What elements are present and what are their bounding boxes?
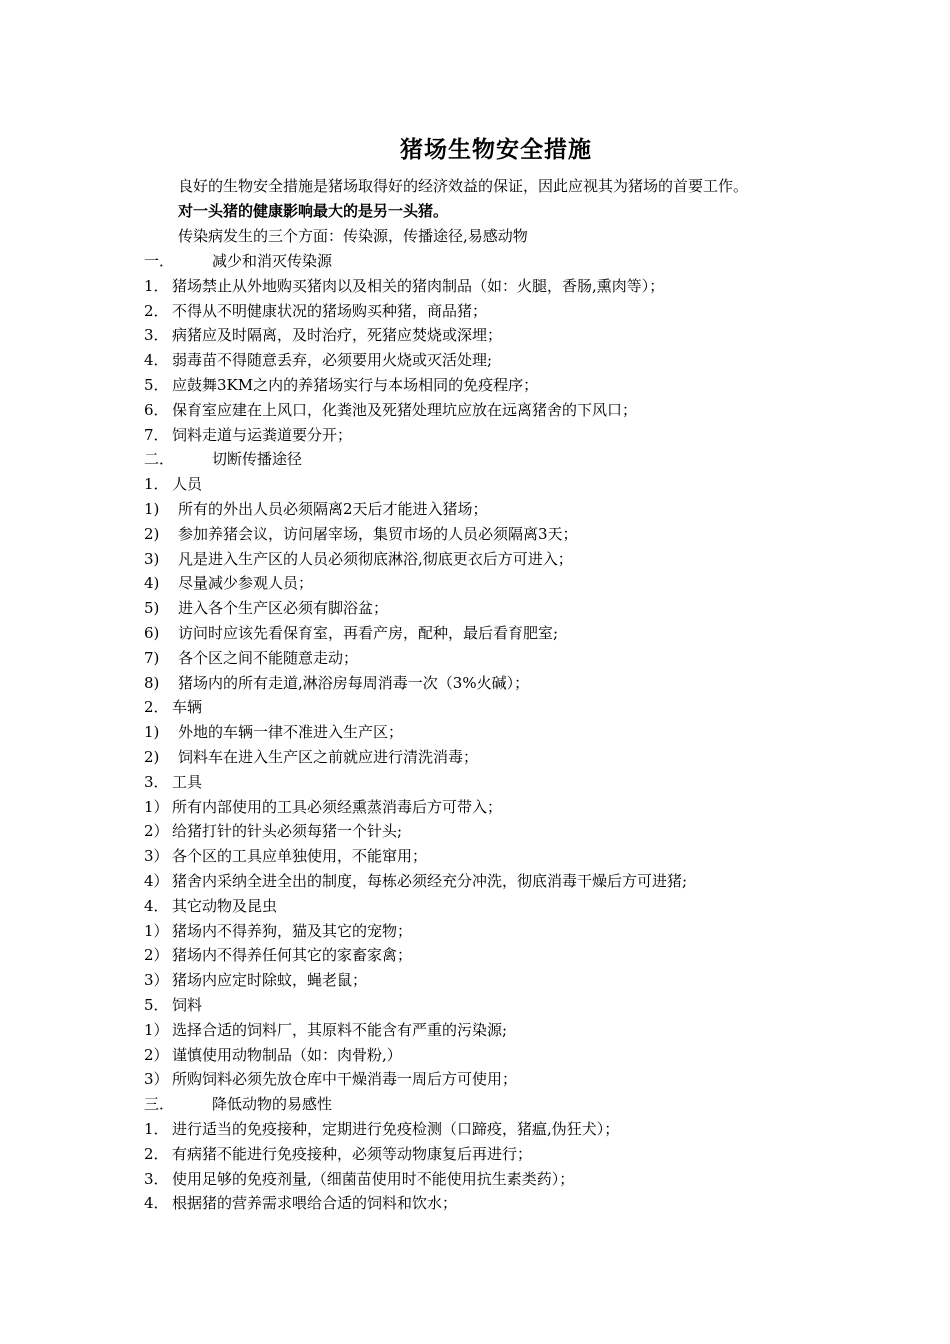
item-text: 所购饲料必须先放仓库中干燥消毒一周后方可使用； <box>172 1070 518 1089</box>
numbered-item <box>144 299 487 324</box>
item-number: 3． <box>144 772 169 791</box>
intro-bold-statement: 对一头猪的健康影响最大的是另一头猪。 <box>178 202 449 220</box>
numbered-item <box>144 274 664 299</box>
numbered-item <box>144 348 492 373</box>
item-text: 尽量减少参观人员； <box>178 574 314 593</box>
item-number: 1) <box>144 500 160 518</box>
sub-item <box>144 571 313 596</box>
numbered-item <box>144 1167 574 1192</box>
section-heading <box>144 249 332 274</box>
item-number: 1． <box>144 475 169 494</box>
item-text: 弱毒苗不得随意丢弃，必须要用火烧或灭活处理; <box>172 351 493 370</box>
item-text: 不得从不明健康状况的猪场购买种猪，商品猪； <box>172 301 488 320</box>
item-number: 三． <box>144 1095 175 1114</box>
intro-transmission-factors: 传染病发生的三个方面：传染源，传播途径,易感动物 <box>178 227 528 245</box>
sub-item <box>144 720 403 745</box>
item-text: 各个区之间不能随意走动； <box>178 648 359 667</box>
item-number: 1） <box>144 921 169 940</box>
item-text: 有病猪不能进行免疫接种，必须等动物康复后再进行； <box>172 1144 533 1163</box>
sub-item <box>144 646 358 671</box>
item-number: 7． <box>144 425 169 444</box>
numbered-item <box>144 1117 619 1142</box>
item-number: 2) <box>144 524 160 543</box>
item-number: 3） <box>144 847 169 866</box>
sub-item <box>144 1067 517 1092</box>
item-text: 进入各个生产区必须有脚浴盆； <box>178 599 389 618</box>
numbered-item <box>144 472 202 497</box>
item-number: 1． <box>144 276 169 295</box>
numbered-item <box>144 1191 457 1216</box>
item-text: 切断传播途径 <box>212 450 303 469</box>
item-number: 2） <box>144 822 169 841</box>
item-number: 5) <box>144 599 160 618</box>
section-heading <box>144 447 302 472</box>
sub-item <box>144 497 488 522</box>
item-number: 6) <box>144 624 160 642</box>
item-text: 参加养猪会议，访问屠宰场，集贸市场的人员必须隔离3天； <box>178 524 578 543</box>
item-number: 3） <box>144 971 169 990</box>
item-text: 选择合适的饲料厂，其原料不能含有严重的污染源; <box>172 1020 508 1039</box>
item-text: 保育室应建在上风口，化粪池及死猪处理坑应放在远离猪舍的下风口； <box>172 400 638 419</box>
sub-item <box>144 795 502 820</box>
item-text: 减少和消灭传染源 <box>212 252 333 270</box>
item-text: 根据猪的营养需求喂给合适的饲料和饮水； <box>172 1194 458 1213</box>
item-text: 其它动物及昆虫 <box>172 896 278 915</box>
item-text: 谨慎使用动物制品（如：肉骨粉,） <box>172 1045 402 1064</box>
item-number: 1) <box>144 723 160 742</box>
intro-paragraph: 良好的生物安全措施是猪场取得好的经济效益的保证，因此应视其为猪场的首要工作。 <box>178 177 749 195</box>
item-text: 病猪应及时隔离，及时治疗，死猪应焚烧或深埋； <box>172 326 503 345</box>
numbered-item <box>144 398 637 423</box>
item-number: 3） <box>144 1070 169 1089</box>
sub-item <box>144 968 367 993</box>
item-text: 猪场内不得养任何其它的家畜家禽； <box>172 946 413 965</box>
numbered-item <box>144 993 202 1018</box>
item-number: 5． <box>144 996 169 1014</box>
item-number: 2） <box>144 1045 169 1064</box>
sub-item <box>144 943 412 968</box>
item-number: 4） <box>144 872 169 890</box>
item-text: 各个区的工具应单独使用，不能窜用； <box>172 847 428 866</box>
item-text: 所有的外出人员必须隔离2天后才能进入猪场； <box>178 500 488 518</box>
sub-item <box>144 671 529 696</box>
item-text: 猪场内不得养狗，猫及其它的宠物； <box>172 921 413 940</box>
numbered-item <box>144 894 277 919</box>
numbered-item <box>144 323 502 348</box>
numbered-item <box>144 1142 532 1167</box>
numbered-item <box>144 695 202 720</box>
item-text: 饲料 <box>172 996 203 1014</box>
item-text: 猪场内的所有走道,淋浴房每周消毒一次（3%火碱）； <box>178 673 530 692</box>
item-text: 猪场禁止从外地购买猪肉以及相关的猪肉制品（如：火腿，香肠,熏肉等）； <box>172 276 665 295</box>
item-number: 4) <box>144 574 160 593</box>
sub-item <box>144 869 687 894</box>
item-number: 7) <box>144 648 160 667</box>
sub-item <box>144 745 478 770</box>
item-number: 二． <box>144 450 175 469</box>
item-number: 6． <box>144 400 169 419</box>
sub-item <box>144 522 578 547</box>
sub-item <box>144 1043 402 1068</box>
item-number: 一． <box>144 252 175 270</box>
numbered-item <box>144 770 202 795</box>
sub-item <box>144 621 558 646</box>
item-number: 3． <box>144 1169 169 1188</box>
item-number: 4． <box>144 351 169 370</box>
sub-item <box>144 596 388 621</box>
item-text: 车辆 <box>172 698 203 717</box>
item-number: 1） <box>144 797 169 816</box>
item-text: 使用足够的免疫剂量,（细菌苗使用时不能使用抗生素类药）； <box>172 1169 575 1188</box>
sub-item <box>144 819 402 844</box>
item-number: 3． <box>144 326 169 345</box>
item-number: 5． <box>144 376 169 394</box>
item-number: 2． <box>144 698 169 717</box>
item-text: 应鼓舞3KM之内的养猪场实行与本场相同的免疫程序； <box>172 376 539 394</box>
item-text: 猪场内应定时除蚊，蝇老鼠； <box>172 971 368 990</box>
numbered-item <box>144 373 538 398</box>
sub-item <box>144 1018 507 1043</box>
item-number: 4． <box>144 1194 169 1213</box>
sub-item <box>144 919 412 944</box>
item-text: 人员 <box>172 475 203 494</box>
item-number: 2． <box>144 1144 169 1163</box>
sub-item <box>144 844 427 869</box>
item-number: 3) <box>144 549 160 568</box>
item-text: 凡是进入生产区的人员必须彻底淋浴,彻底更衣后方可进入； <box>178 549 573 568</box>
item-number: 8) <box>144 673 160 692</box>
item-number: 1． <box>144 1120 169 1138</box>
section-heading <box>144 1092 332 1117</box>
item-text: 降低动物的易感性 <box>212 1095 333 1114</box>
item-text: 所有内部使用的工具必须经熏蒸消毒后方可带入； <box>172 797 503 816</box>
sub-item <box>144 547 573 572</box>
item-text: 外地的车辆一律不准进入生产区； <box>178 723 404 742</box>
numbered-item <box>144 423 352 448</box>
item-text: 猪舍内采纳全进全出的制度，每栋必须经充分冲洗，彻底消毒干燥后方可进猪; <box>172 872 688 890</box>
page-title: 猪场生物安全措施 <box>400 137 592 163</box>
item-number: 2) <box>144 748 160 766</box>
item-text: 工具 <box>172 772 203 791</box>
item-text: 访问时应该先看保育室，再看产房，配种，最后看育肥室; <box>178 624 559 642</box>
item-text: 饲料车在进入生产区之前就应进行清洗消毒； <box>178 748 479 766</box>
item-number: 4． <box>144 896 169 915</box>
item-number: 2） <box>144 946 169 965</box>
item-number: 1） <box>144 1020 169 1039</box>
item-text: 给猪打针的针头必须每猪一个针头; <box>172 822 403 841</box>
item-number: 2． <box>144 301 169 320</box>
item-text: 饲料走道与运粪道要分开； <box>172 425 353 444</box>
item-text: 进行适当的免疫接种，定期进行免疫检测（口蹄疫，猪瘟,伪狂犬）； <box>172 1120 620 1138</box>
